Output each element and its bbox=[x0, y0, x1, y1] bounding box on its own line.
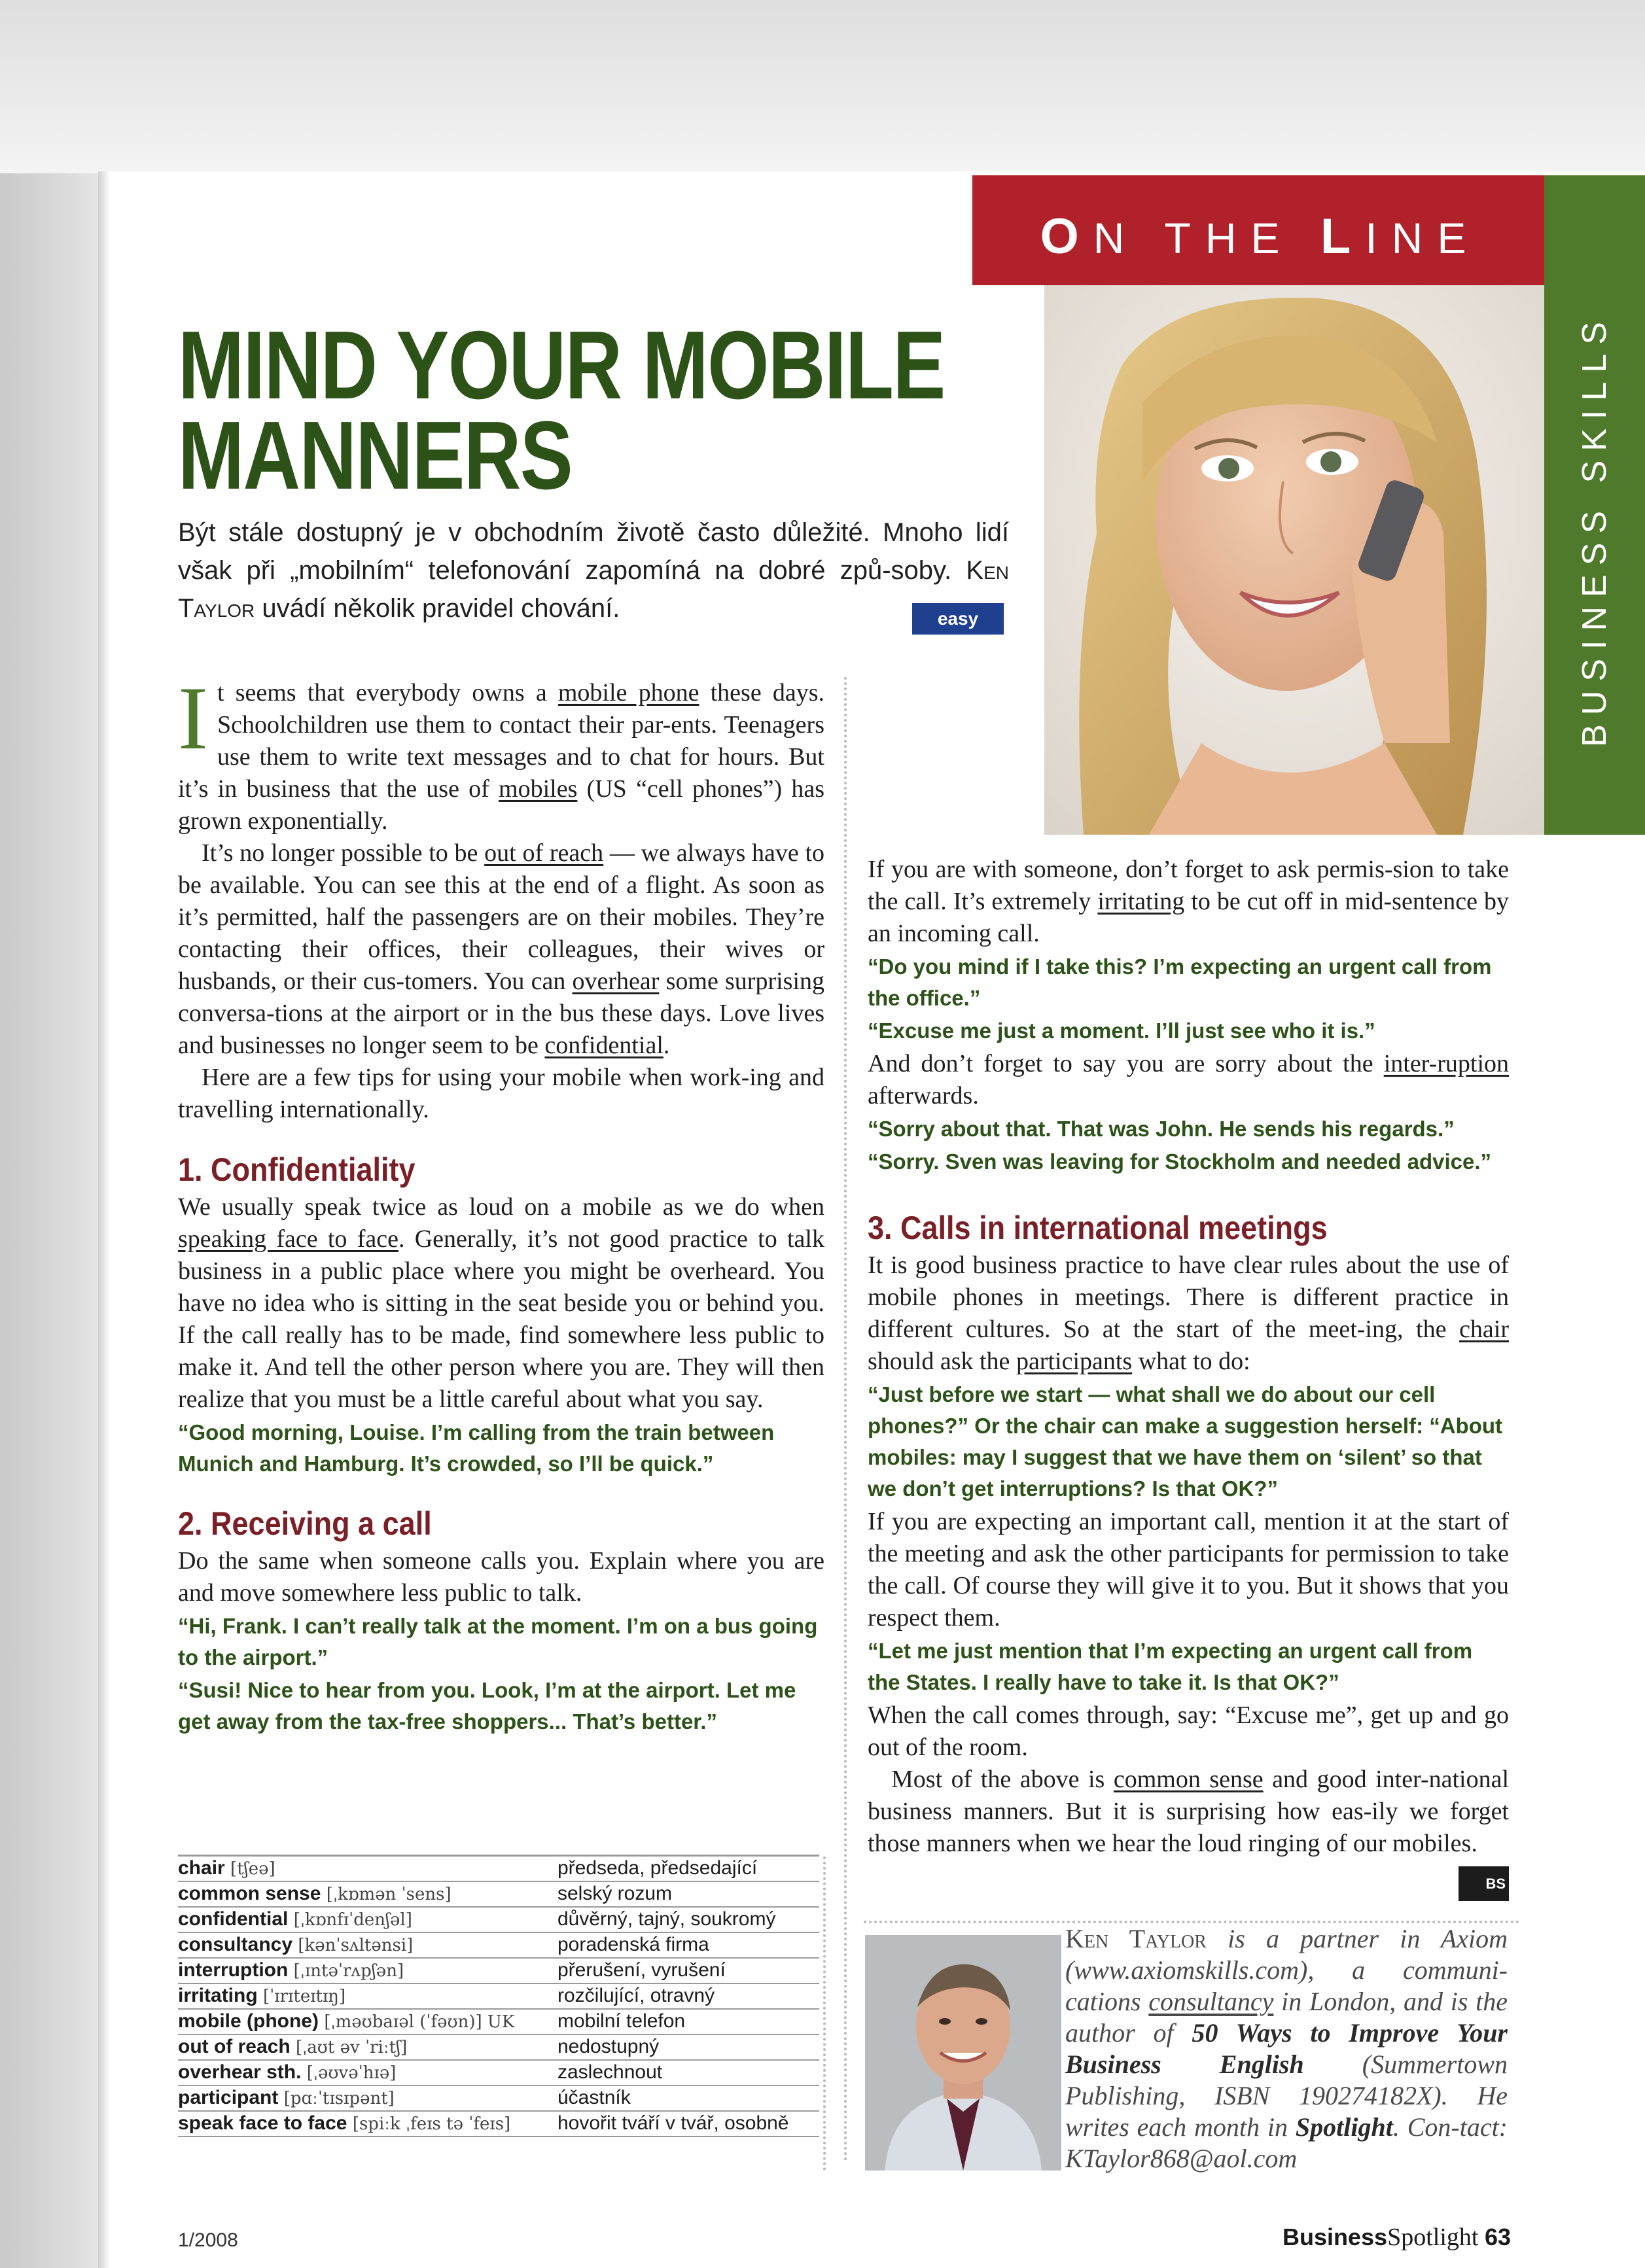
title-line-2: MANNERS bbox=[178, 402, 573, 510]
issue-date: 1/2008 bbox=[178, 2229, 238, 2251]
vocabulary-word: speak face to face bbox=[178, 2112, 353, 2134]
body-paragraph: If you are expecting an important call, mention it at the start of the meeting and ask the other participants for permission to take the call. Of course they will give it to you. But it shows that you respect them. bbox=[868, 1508, 1509, 1631]
body-text: what to do: bbox=[1138, 1348, 1250, 1375]
section-heading-meetings: 3. Calls in international meetings bbox=[868, 1210, 1328, 1246]
vocabulary-translation: přerušení, vyrušení bbox=[557, 1959, 726, 1981]
vocabulary-word: irritating bbox=[178, 1985, 264, 2006]
example-quote: “Just before we start — what shall we do about our cell phones?” Or the chair can make a suggestion herself: “About mobiles: may I suggest that we have them on ‘silent’ so that we don’t get interruptions? Is that OK?” bbox=[868, 1382, 1503, 1501]
author-bio-text: in London, and is the author of bbox=[1065, 1987, 1508, 2048]
vocab-link: chair bbox=[1459, 1316, 1510, 1343]
body-paragraph: Here are a few tips for using your mobile when work-ing and travelling internationally. bbox=[178, 1064, 824, 1123]
vocabulary-phonetic: [ˌkɒmən ˈsens] bbox=[326, 1885, 451, 1904]
vocabulary-term bbox=[178, 1933, 557, 1957]
vocabulary-row bbox=[178, 1857, 819, 1882]
author-bio-text: . Con-tact: KTaylor868@aol.com bbox=[1065, 2112, 1508, 2173]
vocabulary-row bbox=[178, 2035, 819, 2061]
vocab-link: mobile phone bbox=[557, 679, 699, 707]
example-quote: “Hi, Frank. I can’t really talk at the moment. I’m on a bus going to the airport.” bbox=[178, 1614, 818, 1669]
vocabulary-row bbox=[178, 1984, 819, 2010]
body-text: . bbox=[663, 1032, 670, 1059]
vocabulary-term bbox=[178, 2112, 557, 2136]
vocabulary-term bbox=[178, 2086, 557, 2110]
body-text: some surprising conversa-tions at the airport or in the bus these days. Love lives and businesses no longer seem to be bbox=[178, 968, 825, 1059]
vocab-link: consultancy bbox=[1148, 1987, 1274, 2016]
body-paragraph: Do the same when someone calls you. Explain where you are and move somewhere less public to talk. bbox=[178, 1547, 824, 1607]
body-text: afterwards. bbox=[868, 1082, 979, 1109]
column-divider bbox=[844, 677, 847, 2162]
difficulty-badge: easy bbox=[912, 603, 1004, 635]
page-crease bbox=[98, 171, 110, 2268]
vocab-link: confidential bbox=[544, 1032, 663, 1059]
example-quote: “Let me just mention that I’m expecting an urgent call from the States. I really have to take it. Is that OK?” bbox=[868, 1639, 1473, 1694]
vocab-link: mobiles bbox=[499, 775, 578, 803]
vocabulary-word: interruption bbox=[178, 1959, 294, 1981]
vocabulary-row bbox=[178, 2010, 819, 2035]
body-text: to be cut off in mid-sentence by an incoming call. bbox=[868, 888, 1510, 947]
vocabulary-divider bbox=[823, 1857, 826, 2171]
footer-brand bbox=[1282, 2223, 1511, 2252]
body-text: It’s no longer possible to be bbox=[202, 839, 478, 867]
section-title-text: ON THE LINE bbox=[1040, 209, 1481, 264]
example-quote: “Good morning, Louise. I’m calling from the train between Munich and Hamburg. It’s crowded, so I’ll be quick.” bbox=[178, 1420, 775, 1476]
body-text: — we always have to be available. You can see this at the end of a flight. As soon as it’s permitted, half the passengers are on their mobiles. They’re contacting their offices, their colleagues, their wives or husbands, or their cus-tomers. You can bbox=[178, 839, 825, 995]
author-book-title: 50 Ways to Improve Your Business English bbox=[1065, 2018, 1508, 2079]
vocabulary-table bbox=[178, 1855, 819, 2137]
vocabulary-word: common sense bbox=[178, 1883, 327, 1904]
scan-shadow-top bbox=[0, 0, 1645, 173]
vocabulary-phonetic: [ˌməʊbaɪəl (ˈfəʊn)] UK bbox=[324, 2012, 515, 2032]
vocabulary-phonetic: [ˌɪntəˈrʌpʃən] bbox=[293, 1961, 404, 1981]
drop-cap: I bbox=[178, 668, 208, 768]
author-photo bbox=[865, 1935, 1061, 2171]
vocab-link: inter-ruption bbox=[1383, 1050, 1510, 1077]
article-intro bbox=[178, 514, 1009, 627]
vocabulary-row bbox=[178, 1908, 819, 1933]
vocab-link: overhear bbox=[572, 968, 660, 995]
vocabulary-term bbox=[178, 1908, 557, 1932]
section-heading-confidentiality: 1. Confidentiality bbox=[178, 1151, 416, 1188]
body-text: We usually speak twice as loud on a mobile as we do when bbox=[178, 1193, 824, 1221]
example-quote: “Sorry about that. That was John. He sends his regards.” bbox=[868, 1117, 1455, 1141]
vocabulary-word: consultancy bbox=[178, 1934, 298, 1955]
vocab-link: common sense bbox=[1113, 1766, 1264, 1793]
intro-author: Ken Taylor bbox=[178, 556, 1009, 623]
vocabulary-translation: účastník bbox=[557, 2087, 631, 2108]
article-column-1 bbox=[178, 668, 825, 1739]
vocabulary-term bbox=[178, 2010, 557, 2034]
body-text: t seems that everybody owns a bbox=[217, 679, 547, 707]
vocabulary-translation: rozčilující, otravný bbox=[557, 1985, 715, 2006]
example-quote: “Excuse me just a moment. I’ll just see who it is.” bbox=[868, 1019, 1375, 1043]
vocabulary-row bbox=[178, 1933, 819, 1959]
vocabulary-phonetic: [kənˈsʌltənsi] bbox=[298, 1936, 414, 1955]
vocabulary-word: out of reach bbox=[178, 2036, 296, 2057]
body-text: Most of the above is bbox=[891, 1766, 1105, 1793]
vocabulary-term bbox=[178, 1882, 557, 1906]
vocab-link: speaking face to face bbox=[178, 1225, 398, 1253]
vocabulary-term bbox=[178, 2061, 557, 2085]
vocabulary-phonetic: [ˌkɒnfɪˈdenʃəl] bbox=[293, 1910, 412, 1930]
body-text: . Generally, it’s not good practice to talk business in a public place where you might be overheard. You have no idea who is sitting in the seat beside you or behind you. If the call really has to be made, find somewhere less public to make it. And tell the other person where you are. They will then realize that you must be a little careful about what you say. bbox=[178, 1225, 824, 1413]
vocabulary-word: participant bbox=[178, 2087, 284, 2108]
vocabulary-word: confidential bbox=[178, 1908, 294, 1930]
article-column-2 bbox=[868, 854, 1509, 1901]
vocabulary-translation: selský rozum bbox=[557, 1883, 673, 1904]
brand-spotlight: Spotlight bbox=[1387, 2224, 1479, 2251]
body-text: should ask the bbox=[868, 1348, 1010, 1375]
vocabulary-term bbox=[178, 1959, 557, 1983]
intro-text-end: uvádí několik pravidel chování. bbox=[262, 594, 620, 623]
vocab-link: participants bbox=[1016, 1348, 1133, 1375]
body-text: these days. Schoolchildren use them to contact their par-ents. Teenagers use them to write text messages and to chat for hours. But it’s in business that the use of bbox=[178, 679, 825, 803]
vocabulary-term bbox=[178, 2035, 557, 2059]
side-label: BUSINESS SKILLS bbox=[1576, 313, 1614, 747]
section-header-title bbox=[972, 208, 1548, 265]
vocabulary-word: chair bbox=[178, 1857, 231, 1879]
title-line-1: MIND YOUR MOBILE bbox=[178, 311, 945, 419]
vocabulary-translation: předseda, předsedající bbox=[557, 1857, 758, 1879]
vocabulary-row bbox=[178, 2086, 819, 2112]
vocabulary-phonetic: [ˌəʊvəˈhɪə] bbox=[306, 2063, 397, 2083]
vocabulary-row bbox=[178, 1882, 819, 1908]
body-text: If you are with someone, don’t forget to ask permis-sion to take the call. It’s extremely bbox=[868, 856, 1509, 915]
author-bio bbox=[1065, 1923, 1508, 2174]
example-quote: “Susi! Nice to hear from you. Look, I’m at the airport. Let me get away from the tax-free shoppers... That’s better.” bbox=[178, 1678, 796, 1734]
vocabulary-translation: hovořit tváří v tvář, osobně bbox=[557, 2112, 789, 2134]
vocabulary-term bbox=[178, 1984, 557, 2008]
vocabulary-phonetic: [spiːk ˌfeɪs tə ˈfeɪs] bbox=[352, 2114, 511, 2134]
vocabulary-word: overhear sth. bbox=[178, 2061, 307, 2083]
author-name: Ken Taylor bbox=[1065, 1924, 1207, 1953]
author-magazine: Spotlight bbox=[1295, 2112, 1393, 2142]
article-title bbox=[178, 311, 945, 510]
vocabulary-translation: poradenská firma bbox=[557, 1934, 709, 1955]
vocabulary-row bbox=[178, 1959, 819, 1984]
body-paragraph: When the call comes through, say: “Excuse me”, get up and go out of the room. bbox=[868, 1701, 1509, 1761]
body-text: and good inter-national business manners. But it is surprising how eas-ily we forget those manners when we hear the loud ringing of our mobiles. bbox=[868, 1766, 1510, 1857]
author-portrait-illustration bbox=[865, 1935, 1061, 2171]
vocabulary-translation: mobilní telefon bbox=[557, 2010, 686, 2032]
vocabulary-phonetic: [pɑːˈtɪsɪpənt] bbox=[283, 2089, 395, 2108]
body-text: (US “cell phones”) has grown exponentially. bbox=[178, 775, 824, 835]
vocabulary-translation: důvěrný, tajný, soukromý bbox=[557, 1908, 776, 1930]
vocabulary-word: mobile (phone) bbox=[178, 2010, 325, 2032]
vocabulary-row bbox=[178, 2112, 819, 2137]
vocabulary-translation: zaslechnout bbox=[557, 2061, 663, 2083]
brand-business: Business bbox=[1282, 2224, 1388, 2250]
body-text: It is good business practice to have clear rules about the use of mobile phones in meetings. There is different practice in different cultures. So at the start of the meet-ing, the bbox=[868, 1251, 1509, 1343]
vocabulary-term bbox=[178, 1857, 557, 1881]
woman-on-phone-photo bbox=[1044, 285, 1544, 835]
section-heading-receiving-call: 2. Receiving a call bbox=[178, 1505, 432, 1542]
woman-photo-illustration bbox=[1044, 285, 1544, 835]
end-mark: BS bbox=[1459, 1866, 1509, 1901]
author-bio-text: is a partner in Axiom (www.axiomskills.com), a communi-cations bbox=[1065, 1924, 1508, 2016]
example-quote: “Sorry. Sven was leaving for Stockholm and needed advice.” bbox=[868, 1149, 1492, 1174]
intro-text: Být stále dostupný je v obchodním životě často důležité. Mnoho lidí však při „mobilním“ telefonování zapomíná na dobré způ-soby. bbox=[178, 518, 1009, 585]
page-number: 63 bbox=[1484, 2224, 1511, 2250]
example-quote: “Do you mind if I take this? I’m expecting an urgent call from the office.” bbox=[868, 954, 1492, 1010]
vocabulary-phonetic: [ˌaʊt əv ˈriːtʃ] bbox=[296, 2038, 408, 2057]
vocabulary-phonetic: [ˈɪrɪteɪtɪŋ] bbox=[263, 1987, 346, 2006]
vocabulary-row bbox=[178, 2061, 819, 2086]
vocab-link: irritating bbox=[1097, 888, 1185, 915]
vocabulary-phonetic: [tʃeə] bbox=[230, 1859, 275, 1879]
vocabulary-translation: nedostupný bbox=[557, 2036, 660, 2057]
author-bio-text: (Summertown Publishing, ISBN 190274182X). He writes each month in bbox=[1065, 2050, 1508, 2142]
body-text: And don’t forget to say you are sorry about the bbox=[868, 1050, 1373, 1077]
vocab-link: out of reach bbox=[484, 839, 604, 867]
